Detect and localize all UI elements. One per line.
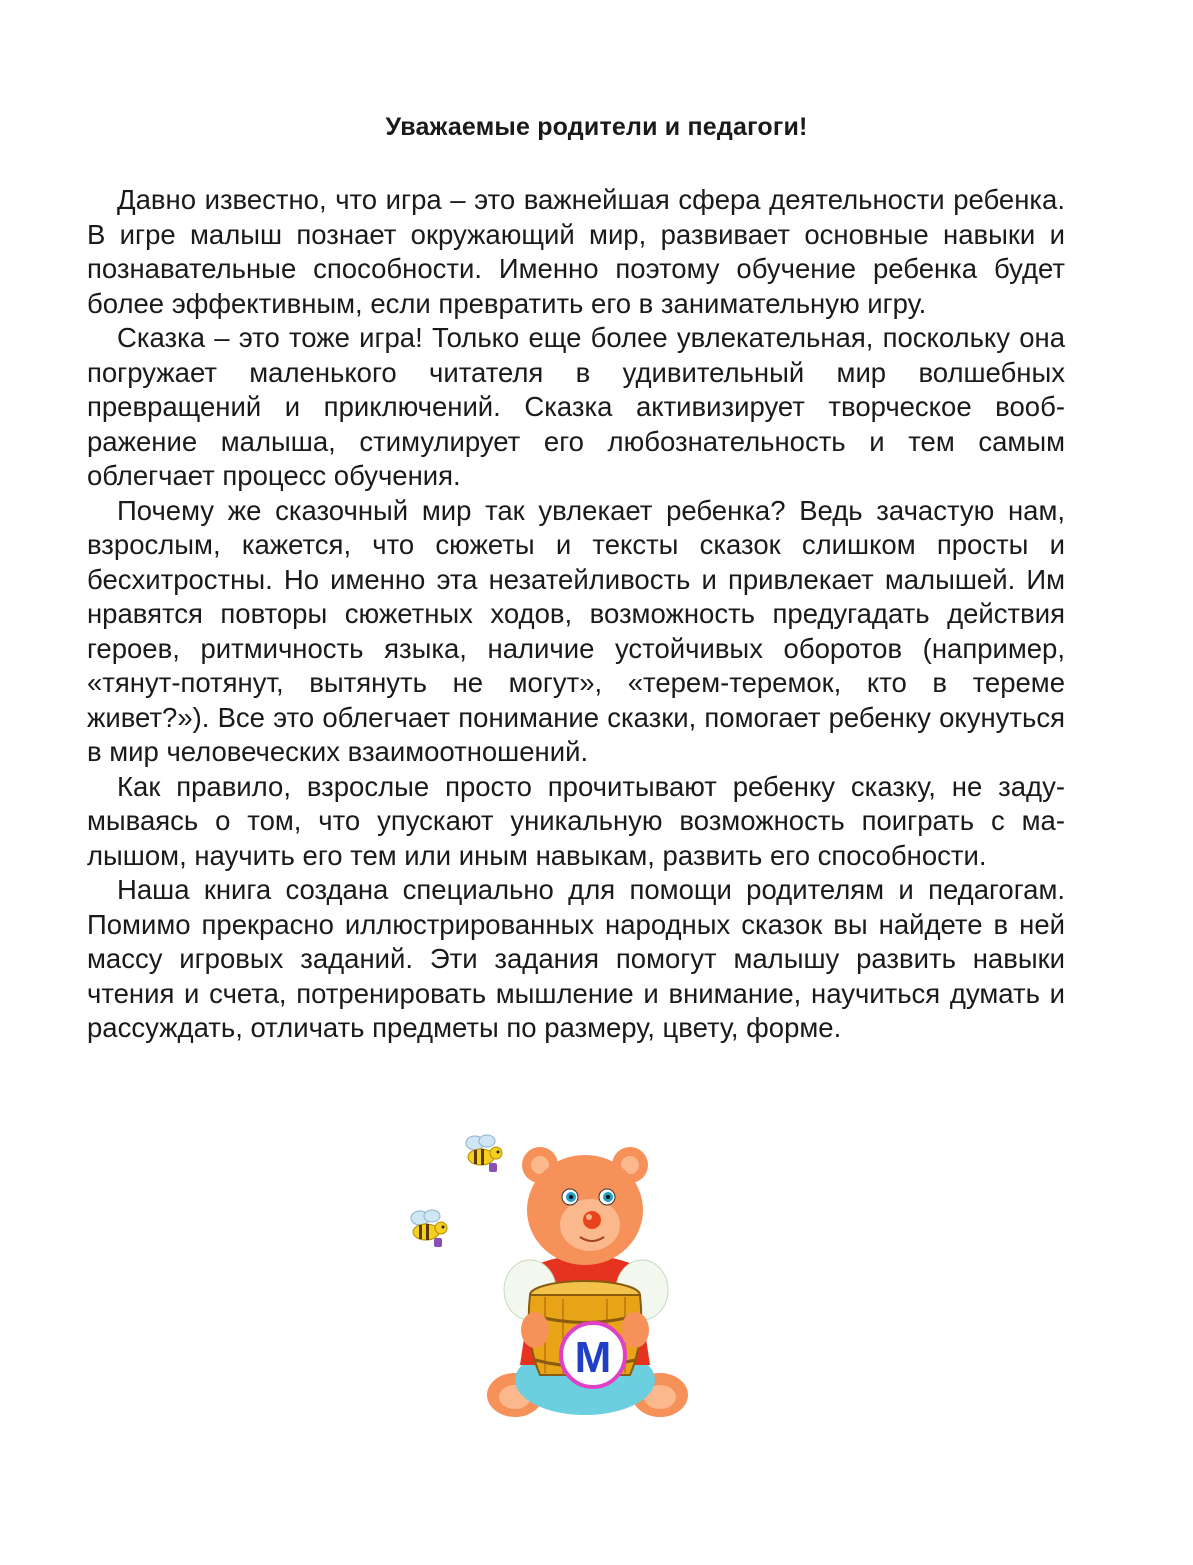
page-title: Уважаемые родители и педагоги!	[385, 113, 808, 141]
bee-icon	[411, 1210, 447, 1247]
paragraph: Наша книга создана специально для помощи родителям и педагогам. Помимо прекрасно иллюстрированных народных сказок вы найдете в ней массу игровых заданий. Эти задания помогут малышу развить навыки чтения и счета, потренировать мышление и внимание, научиться думать и рассуждать, отличать предметы по размеру, цвету, форме.	[87, 874, 1065, 1043]
bear-with-honey-barrel-illustration	[395, 1125, 725, 1435]
body-text	[87, 183, 1065, 1046]
svg-text:М: М	[574, 1333, 612, 1382]
paragraph: Сказка – это тоже игра! Только еще более увлекательная, поскольку она погружает маленького читателя в удивительный мир волшебных превращений и приключений. Сказка активизирует творческое воображение малыша, стимулирует его любознательность и тем самым облегчает процесс обучения.	[87, 322, 1065, 491]
paragraph: Давно известно, что игра – это важнейшая сфера деятельности ребенка. В игре малыш познает окружающий мир, развивает основные навыки и познавательные способности. Именно поэтому обучение ребенка будет более эффективным, если превратить его в занимательную игру.	[87, 184, 1065, 319]
paragraph: Как правило, взрослые просто прочитывают ребенку сказку, не задумываясь о том, что упускают уникальную возможность поиграть с малышом, научить его тем или иным навыкам, развить его способности.	[87, 770, 1065, 871]
bee-icon	[466, 1135, 502, 1172]
paragraph: Почему же сказочный мир так увлекает ребенка? Ведь зачастую нам, взрослым, кажется, что сюжеты и тексты сказок слишком просты и бесхитростны. Но именно эта незатейливость и привлекает малышей. Им нравятся повторы сюжетных ходов, возможность предугадать действия героев, ритмичность языка, наличие устойчивых оборотов (например, «тянут-потянут, вытянуть не могут», «терем-теремок, кто в тереме живет?»). Все это облегчает понимание сказки, помогает ребенку окунуться в мир человеческих взаимоотношений.	[87, 494, 1065, 767]
letter-m-badge	[561, 1323, 625, 1387]
